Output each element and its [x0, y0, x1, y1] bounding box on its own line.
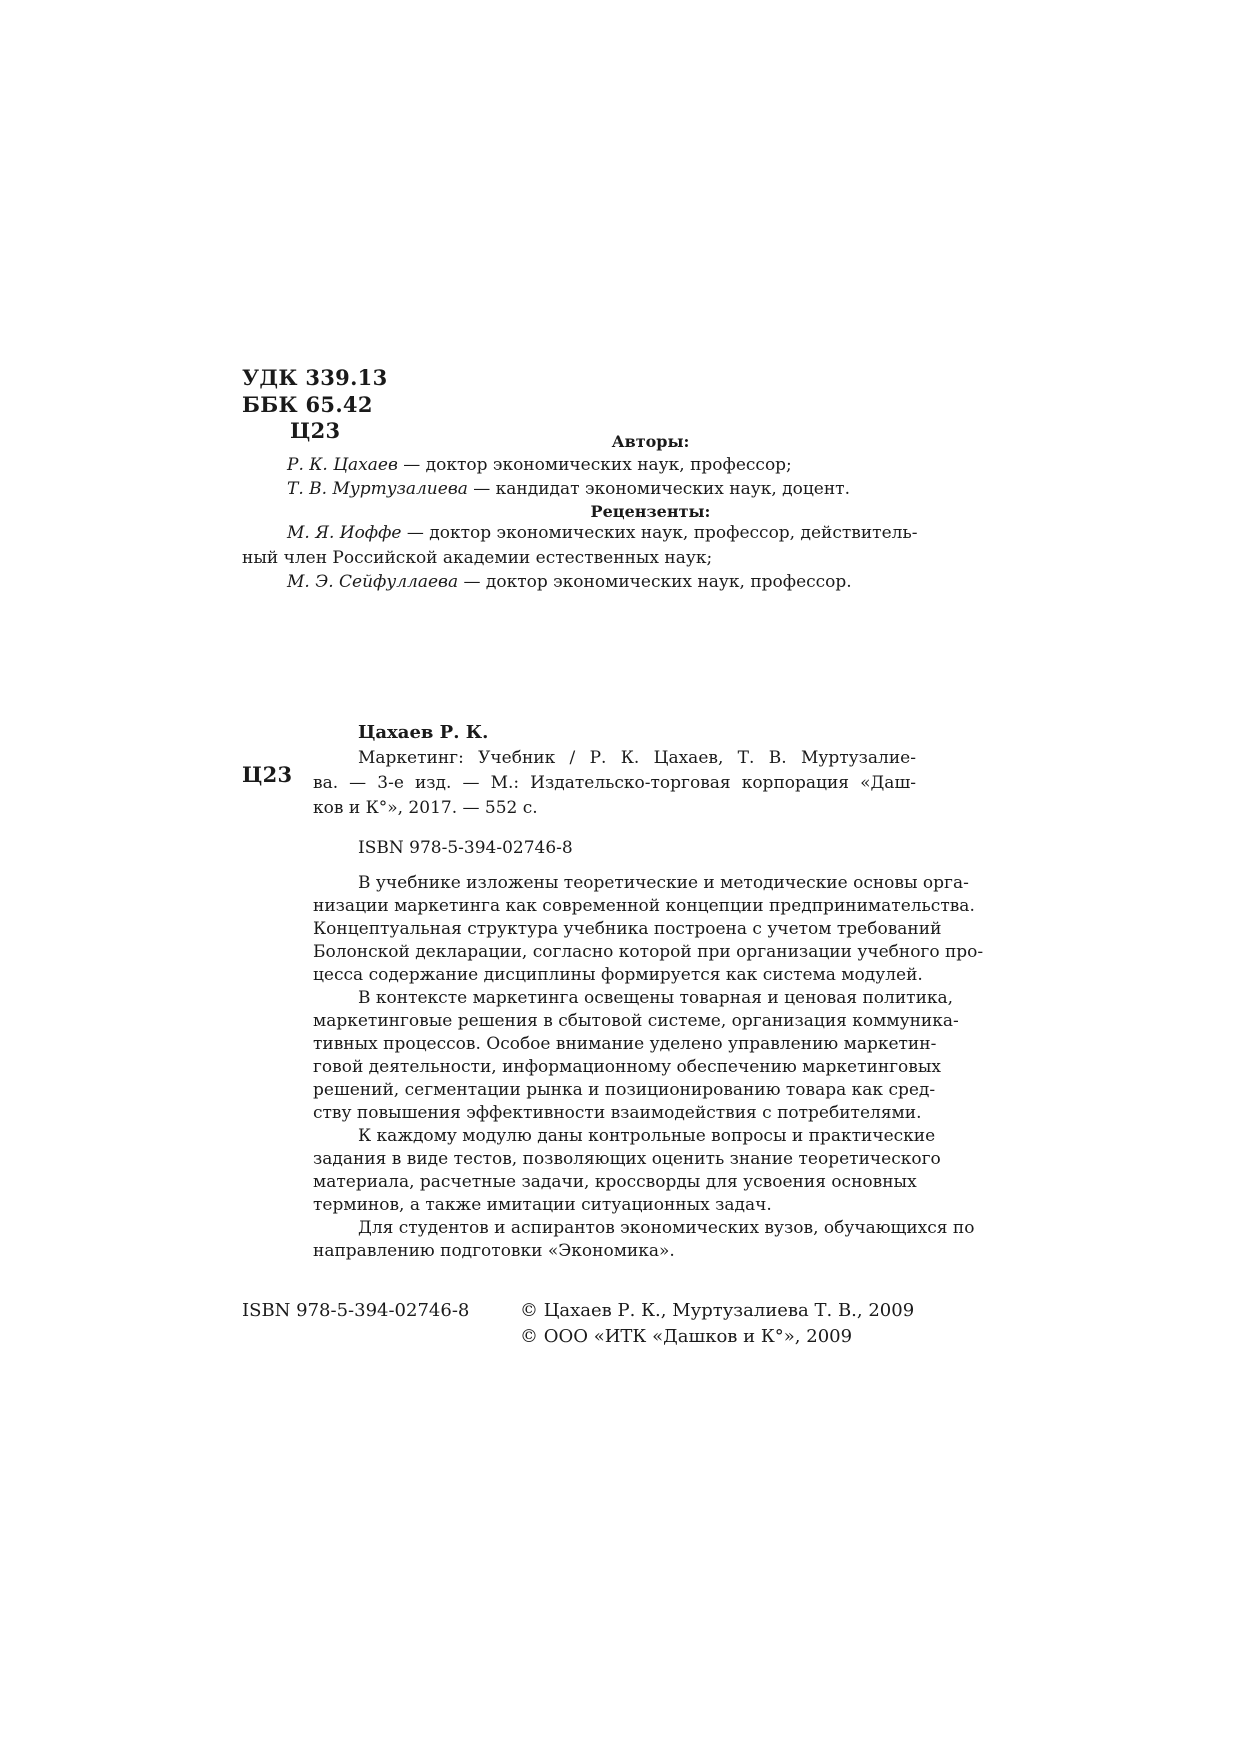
reviewer-line-1 [287, 522, 916, 546]
catalog-description-line: ков и К°», 2017. — 552 с. [313, 798, 538, 818]
abstract-line: ству повышения эффективности взаимодействия с потребителями. [313, 1103, 922, 1123]
abstract-line: Болонской декларации, согласно которой при организации учебного про- [313, 942, 984, 962]
reviewer-line-1-continuation: ный член Российской академии естественных наук; [242, 548, 713, 568]
reviewer-title: — доктор экономических наук, профессор, действитель- [401, 523, 918, 543]
udk-code: УДК 339.13 [242, 365, 388, 390]
reviewer-title: — доктор экономических наук, профессор. [458, 572, 852, 592]
catalog-isbn: ISBN 978-5-394-02746-8 [358, 838, 573, 858]
abstract-line: В контексте маркетинга освещены товарная и ценовая политика, [358, 988, 954, 1008]
reviewer-name: М. Я. Иоффе [287, 523, 402, 543]
abstract-line: Для студентов и аспирантов экономических вузов, обучающихся по [358, 1218, 975, 1238]
abstract-line: материала, расчетные задачи, кроссворды для усвоения основных [313, 1172, 917, 1192]
catalog-author: Цахаев Р. К. [358, 722, 489, 743]
abstract-line: В учебнике изложены теоретические и методические основы орга- [358, 873, 969, 893]
abstract-line: терминов, а также имитации ситуационных задач. [313, 1195, 772, 1215]
copyright-line: © ООО «ИТК «Дашков и К°», 2009 [520, 1326, 853, 1347]
authors-heading: Авторы: [611, 432, 690, 451]
copyright-line: © Цахаев Р. К., Муртузалиева Т. В., 2009 [520, 1300, 915, 1321]
reviewer-line-2 [287, 572, 852, 592]
abstract-line: тивных процессов. Особое внимание уделено управлению маркетин- [313, 1034, 937, 1054]
author-line-2 [287, 479, 850, 499]
author-name: Р. К. Цахаев [287, 455, 398, 475]
abstract-line: говой деятельности, информационному обеспечению маркетинговых [313, 1057, 941, 1077]
catalog-description-line: ва. — 3-е изд. — М.: Издательско-торговая корпорация «Даш- [313, 773, 916, 793]
footer-isbn: ISBN 978-5-394-02746-8 [242, 1300, 470, 1321]
author-line-1 [287, 455, 792, 475]
bbk-code: ББК 65.42 [242, 392, 373, 417]
abstract-line: Концептуальная структура учебника построена с учетом требований [313, 919, 942, 939]
author-title: — кандидат экономических наук, доцент. [467, 479, 850, 499]
reviewer-name: М. Э. Сейфуллаева [287, 572, 459, 592]
abstract-line: направлению подготовки «Экономика». [313, 1241, 675, 1261]
reviewers-heading: Рецензенты: [590, 502, 711, 521]
abstract-line: цесса содержание дисциплины формируется как система модулей. [313, 965, 923, 985]
catalog-description-line: Маркетинг: Учебник / Р. К. Цахаев, Т. В. Муртузалие- [358, 748, 916, 768]
abstract-line: низации маркетинга как современной концепции предпринимательства. [313, 896, 975, 916]
catalog-mark: Ц23 [242, 762, 293, 787]
abstract-line: решений, сегментации рынка и позиционированию товара как сред- [313, 1080, 936, 1100]
abstract-line: задания в виде тестов, позволяющих оценить знание теоретического [313, 1149, 941, 1169]
abstract-line: К каждому модулю даны контрольные вопросы и практические [358, 1126, 936, 1146]
author-name: Т. В. Муртузалиева [287, 479, 468, 499]
abstract-line: маркетинговые решения в сбытовой системе, организация коммуника- [313, 1011, 959, 1031]
author-title: — доктор экономических наук, профессор; [397, 455, 792, 475]
author-mark: Ц23 [290, 418, 341, 443]
